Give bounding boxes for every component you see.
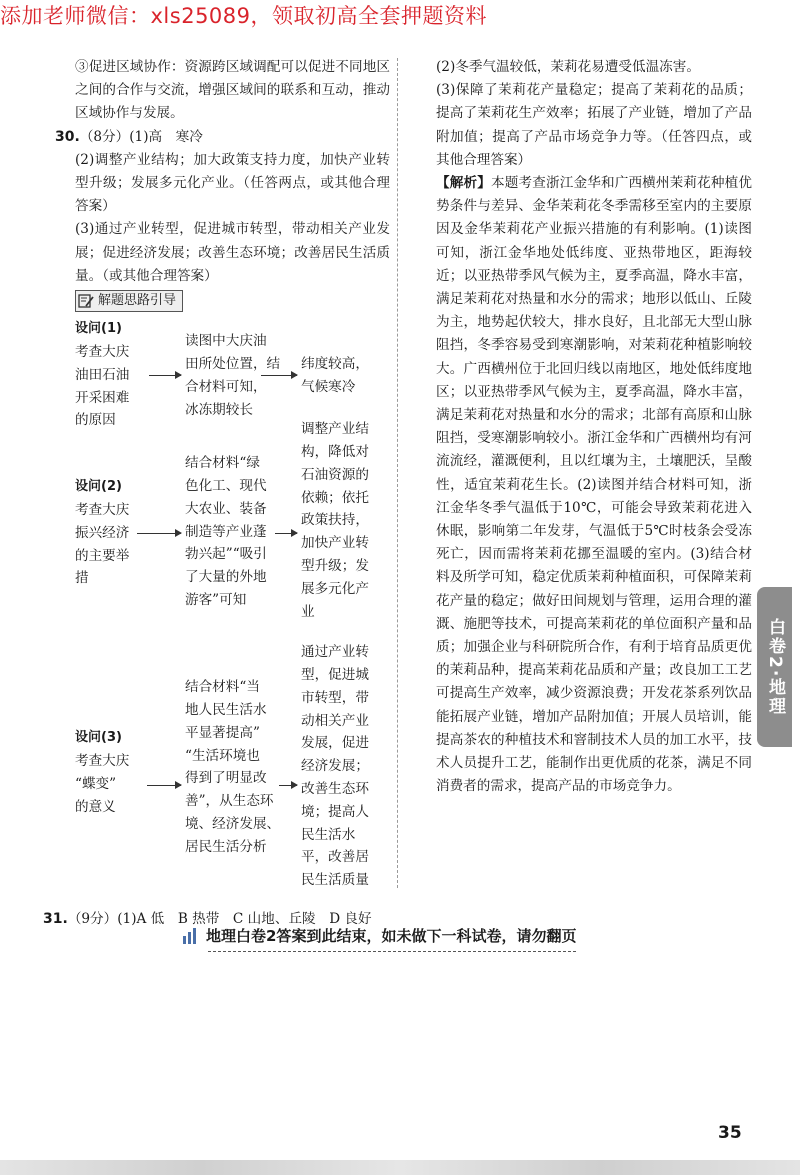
flow-r2-col1: 设问(2) 考查大庆 振兴经济 的主要举 措 <box>75 479 130 587</box>
flow-r1-col3: 纬度较高， 气候寒冷 <box>301 356 369 396</box>
flow-arrow <box>147 785 181 786</box>
flow-r3-col2: 结合材料“当 地人民生活水 平显著提高” “生活环境也 得到了明显改 善”，从生态环 境、经济发展、 居民生活分析 <box>185 679 281 855</box>
subject-side-tab: 白卷2·地理 <box>757 587 792 747</box>
bar-chart-icon <box>182 927 200 945</box>
q30-answer-3: (3)通过产业转型，促进城市转型，带动相关产业发展；促进经济发展；改善生态环境；改善居民生活质量。（或其他合理答案） <box>75 221 390 284</box>
q31-answer: 31.（9分）(1)A 低 B 热带 C 山地、丘陵 D 良好 <box>43 911 372 928</box>
page-number: 35 <box>718 1123 742 1143</box>
flow-arrow <box>137 533 181 534</box>
pencil-note-icon <box>78 294 94 308</box>
end-notice-underline <box>208 951 576 952</box>
flow-arrow <box>279 785 297 786</box>
analysis-label: 【解析】 <box>436 175 491 192</box>
q31-analysis: 【解析】本题考查浙江金华和广西横州茉莉花种植优势条件与差异、金华茉莉花冬季需移至室内的主要原因及金华茉莉花产业振兴措施的有利影响。(1)读图可知，浙江金华地处低纬度、亚热带地区，距海较近；以亚热带季风气候为主，夏季高温，降水丰富，满足茉莉花对热量和水分的需求；地形以低山、丘陵为主，地势起伏较大，排水良好，且北部无大型山脉阻挡，冬季容易受到寒潮影响，对茉莉花种植影响较大。广西横州位于北回归线以南地区，地处低纬度地区；以亚热带季风气候为主，夏季高温，降水丰富，满足茉莉花对热量和水分的需求；北部有高原和山脉阻挡，受寒潮影响较小。浙江金华和广西横州均有河流流经，灌溉便利，且以红壤为主，土壤肥沃，呈酸性，适宜茉莉花生长。(2)读图并结合材料可知，浙江金华冬季气温低于10℃，可能会导致茉莉花进入休眠，影响第二年发芽，气温低于5℃时枝条会受冻死亡，因而需将茉莉花挪至温暖的室内。(3)结合材料及所学可知，稳定优质茉莉种植面积，可保障茉莉花产量的稳定；做好田间规划与管理，运用合理的灌溉、施肥等技术，可提高茉莉花的单位面积产量和品质；加强企业与科研院所合作，有利于培育品质更优的茉莉品种，提高茉莉花品质和产量；改良加工工艺可提高生产效率，减少资源浪费；开发花茶系列饮品能拓展产业链，增加产品附加值；开展人员培训，能提高茶农的种植技术和窨制技术人员的加工水平，技术人员提升工艺，能制作出更优质的花茶，满足不同消费者的需求，提高产品的市场竞争力。 <box>436 175 752 795</box>
right-column <box>416 56 752 799</box>
flow-r1-col2: 读图中大庆油 田所处位置，结 合材料可知， 冰冻期较长 <box>185 333 281 418</box>
guide-title: 解题思路引导 <box>98 293 177 309</box>
scan-edge <box>0 1160 800 1175</box>
flow-arrow <box>275 533 297 534</box>
end-notice-text: 地理白卷2答案到此结束，如未做下一科试卷，请勿翻页 <box>206 927 577 945</box>
q31-number: 31. <box>43 911 68 928</box>
flow-r1-col1: 设问(1) 考查大庆 油田石油 开采困难 的原因 <box>75 321 130 429</box>
q30-answer-1: 30.（8分）(1)高 寒冷 <box>55 128 203 145</box>
q30-number: 30. <box>55 128 80 145</box>
column-divider <box>397 58 398 888</box>
q30-answer-2: (2)调整产业结构；加大政策支持力度，加快产业转型升级；发展多元化产业。（任答两点，或其他合理答案） <box>75 151 390 215</box>
left-column <box>43 56 390 931</box>
flow-r2-col3: 调整产业结 构，降低对 石油资源的 依赖；依托 政策扶持， 加快产业转 型升级；发 展多元化产 业 <box>301 421 369 620</box>
q31-answer-2: (2)冬季气温较低，茉莉花易遭受低温冻害。 <box>436 59 700 75</box>
reasoning-flowchart <box>75 316 390 908</box>
promo-banner: 添加老师微信：xls25089，领取初高全套押题资料 <box>0 4 488 28</box>
guide-header <box>75 290 183 312</box>
flow-arrow <box>149 375 181 376</box>
flow-r3-col1: 设问(3) 考查大庆 “蝶变” 的意义 <box>75 730 130 815</box>
q29-continued: ③促进区域协作：资源跨区域调配可以促进不同地区之间的合作与交流，增强区域间的联系和互动，推动区域协作与发展。 <box>75 59 390 122</box>
flow-arrow <box>261 375 297 376</box>
flow-r2-col2: 结合材料“绿 色化工、现代 大农业、装备 制造等产业蓬 勃兴起”“吸引 了大量的外地 游客”可知 <box>185 455 267 609</box>
flow-r3-col3: 通过产业转 型，促进城 市转型，带 动相关产业 发展，促进 经济发展； 改善生态环 境；提高人 民生活水 平，改善居 民生活质量 <box>301 644 369 889</box>
q31-answer-3: (3)保障了茉莉花产量稳定；提高了茉莉花的品质；提高了茉莉花生产效率；拓展了产业链，增加了产品附加值；提高了产品市场竞争力等。（任答四点，或其他合理答案） <box>436 82 752 168</box>
end-notice <box>182 925 576 946</box>
